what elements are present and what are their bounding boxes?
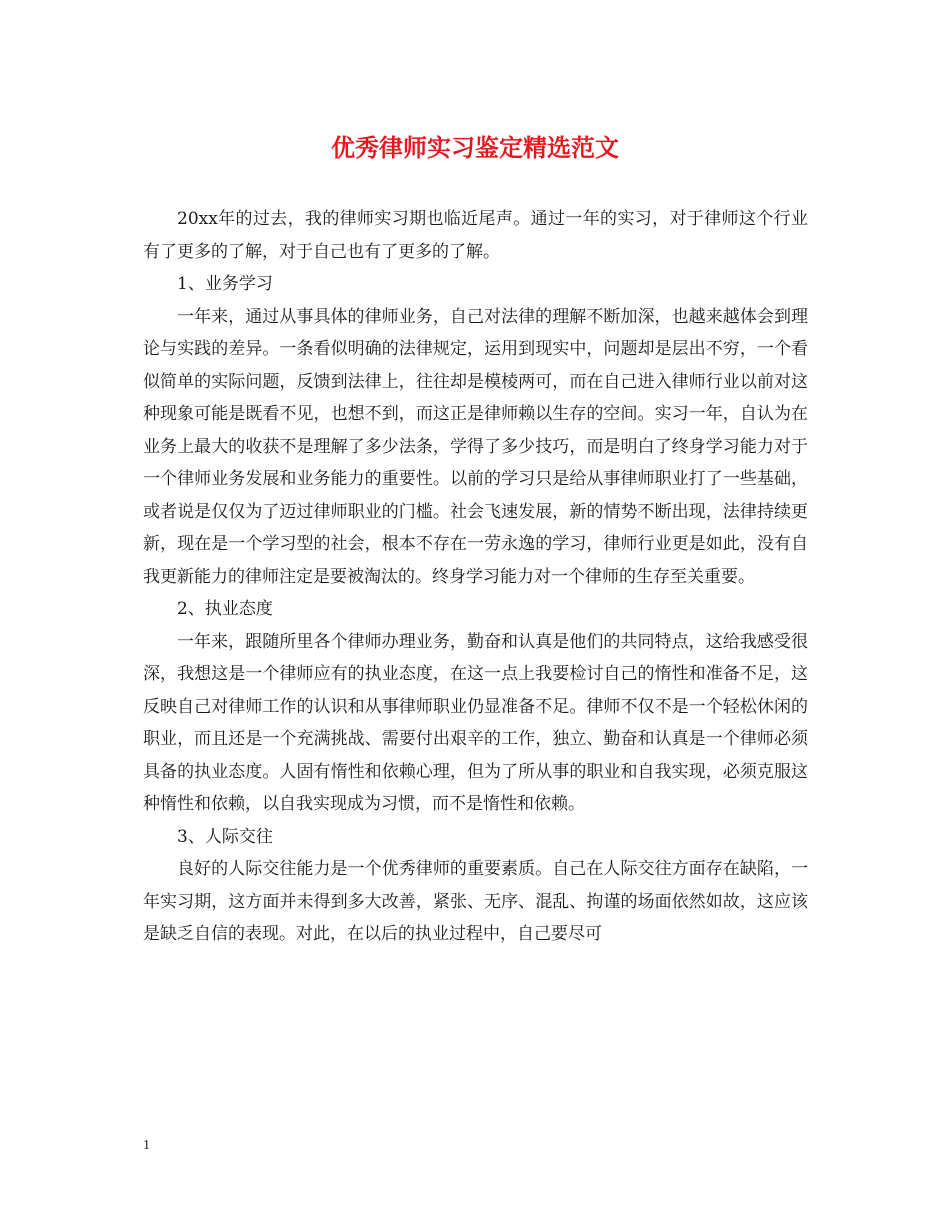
paragraph-practice-attitude: 一年来，跟随所里各个律师办理业务，勤奋和认真是他们的共同特点，这给我感受很深，我想这是一个律师应有的执业态度，在这一点上我要检讨自己的惰性和准备不足，这反映自己对律师工作的认识和从事律师职业仍显准备不足。律师不仅不是一个轻松休闲的职业，而且还是一个充满挑战、需要付出艰辛的工作，独立、勤奋和认真是一个律师必须具备的执业态度。人固有惰性和依赖心理，但为了所从事的职业和自我实现，必须克服这种惰性和依赖，以自我实现成为习惯，而不是惰性和依赖。 (143, 631, 808, 814)
page-number: 1 (143, 1138, 150, 1153)
document-body (143, 203, 808, 951)
paragraph-intro: 20xx年的过去，我的律师实习期也临近尾声。通过一年的实习，对于律师这个行业有了更多的了解，对于自己也有了更多的了解。 (143, 209, 808, 262)
section-heading-interpersonal: 3、人际交往 (177, 826, 273, 847)
paragraph-interpersonal: 良好的人际交往能力是一个优秀律师的重要素质。自己在人际交往方面存在缺陷，一年实习期，这方面并未得到多大改善，紧张、无序、混乱、拘谨的场面依然如故，这应该是缺乏自信的表现。对此，在以后的执业过程中，自己要尽可 (143, 859, 808, 944)
paragraph-business-study: 一年来，通过从事具体的律师业务，自己对法律的理解不断加深，也越来越体会到理论与实践的差异。一条看似明确的法律规定，运用到现实中，问题却是层出不穷，一个看似简单的实际问题，反馈到法律上，往往却是模棱两可，而在自己进入律师行业以前对这种现象可能是既看不见，也想不到，而这正是律师赖以生存的空间。实习一年，自认为在业务上最大的收获不是理解了多少法条，学得了多少技巧，而是明白了终身学习能力对于一个律师业务发展和业务能力的重要性。以前的学习只是给从事律师职业打了一些基础，或者说是仅仅为了迈过律师职业的门槛。社会飞速发展，新的情势不断出现，法律持续更新，现在是一个学习型的社会，根本不存在一劳永逸的学习，律师行业更是如此，没有自我更新能力的律师注定是要被淘汰的。终身学习能力对一个律师的生存至关重要。 (143, 306, 808, 587)
section-heading-business-study: 1、业务学习 (177, 274, 273, 294)
document-title: 优秀律师实习鉴定精选范文 (331, 133, 619, 162)
section-heading-practice-attitude: 2、执业态度 (177, 599, 273, 619)
